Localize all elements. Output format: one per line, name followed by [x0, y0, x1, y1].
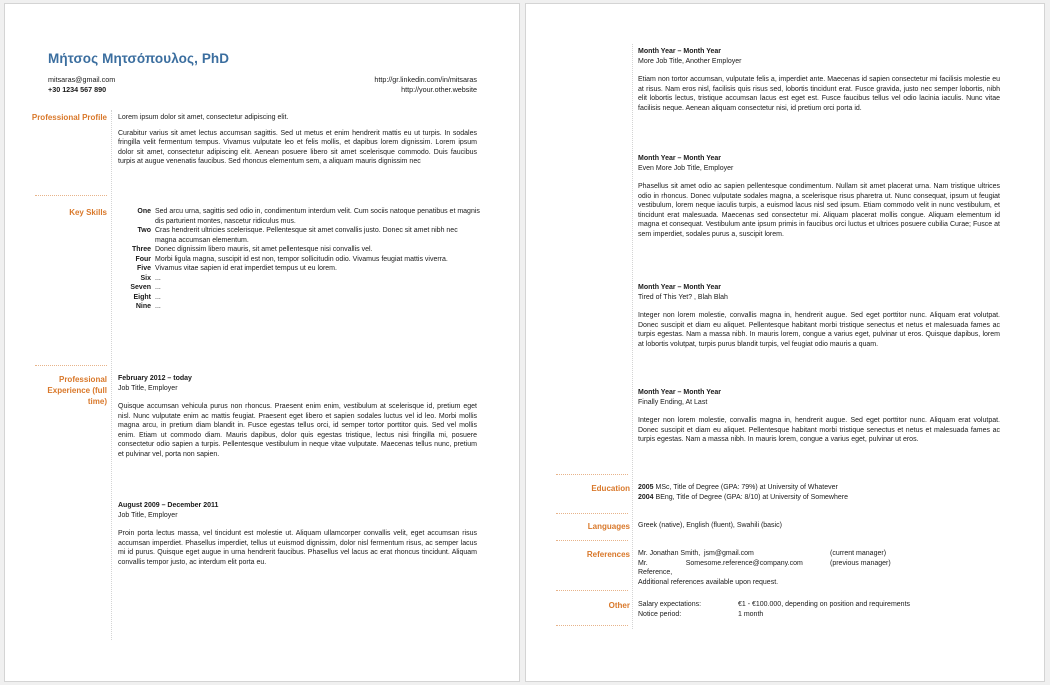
skill-item: [85, 255, 480, 265]
job-entry: [638, 47, 1000, 119]
email-text: mitsaras@gmail.com: [48, 75, 116, 84]
skill-item: [85, 207, 480, 226]
job-title: Finally Ending, At Last: [638, 398, 708, 406]
education-degree: BEng, Title of Degree (GPA: 8/10) at University of Somewhere: [655, 493, 848, 501]
reference-item: [638, 559, 1000, 578]
section-separator: [556, 625, 628, 626]
job-description: Etiam non tortor accumsan, vulputate felis a, imperdiet ante. Maecenas id sapien consectetur mi facilisis molestie eu at risus. Nam eros nisl, facilisis quis risus sed, lobortis tincidunt erat. Fusce gravida, justo nec semper lobortis, nibh elit lobortis lectus, tristique accumsan lacus est eget est. Fusce faucibus tellus vel odio lacinia iaculis. Nunc vitae facilisis neque. Aenean aliquam consectetur nisi, id pretium orci porta id.: [638, 76, 1000, 112]
section-separator: [556, 474, 628, 475]
section-label-education: Education: [591, 484, 630, 493]
profile-paragraph: Curabitur varius sit amet lectus accumsan sagittis. Sed ut metus et enim hendrerit mattis eu ut turpis. In sodales fringilla velit fermentum tempus. Vivamus vulputate leo et felis mollis, et dapibus lorem dignissim. Lorem ipsum dolor sit amet, consectetur adipiscing elit. Aenean posuere libero sit amet scelerisque commodo. Duis faucibus turpis at augue venenatis faucibus. Sed rhoncus elementum sem, a aliquam mauris dignissim nec: [118, 129, 477, 165]
education-item: [638, 483, 1000, 493]
contact-right: [374, 75, 477, 95]
education-degree: MSc, Title of Degree (GPA: 79%) at University of Whatever: [655, 484, 838, 491]
section-label-profile: Professional Profile: [31, 113, 107, 122]
job-entry: [638, 283, 1000, 355]
skill-label: Eight: [133, 293, 151, 301]
contact-left: [48, 75, 115, 95]
job-date: Month Year – Month Year: [638, 284, 721, 291]
section-divider-line: [632, 44, 633, 629]
skill-item: [85, 245, 480, 255]
other-value: 1 month: [738, 610, 764, 618]
job-description: Proin porta lectus massa, vel tincidunt est molestie ut. Aliquam ullamcorper convallis velit, eget accumsan risus accumsan imperdiet. Phasellus imperdiet, tellus ut euismod dignissim, dolor nisl fermentum risus, ac semper lacus mi id purus. Quisque eget augue in urna hendrerit faucibus. Phasellus vel lacus ac erat rhoncus tincidunt. Aliquam convallis tempor justo, ac interdum elit porta eu.: [118, 530, 477, 566]
skill-item: [85, 226, 480, 245]
references-note: Additional references available upon request.: [638, 578, 779, 586]
profile-text: [118, 113, 477, 173]
skill-item: [85, 293, 480, 303]
skill-description: Donec dignissim libero mauris, sit amet pellentesque nisi convallis vel.: [155, 246, 373, 253]
job-description: Phasellus sit amet odio ac sapien pellentesque condimentum. Nullam sit amet placerat urna. Nam tristique ultrices odio in rhoncus. Donec vulputate sodales magna, a scelerisque risus pharetra ut. Nunc consequat, ipsum ut feugiat vestibulum, lorem neque iaculis turpis, a euismod lacus nisl sed ipsum. Etiam commodo velit in nunc vestibulum, et tincidunt erat malesuada. Maecenas sed consectetur mi. Aliquam placerat mollis congue. Aliquam elementum id magna et consequat. Vestibulum ante ipsum primis in faucibus orci luctus et ultrices posuere cubilia Curae; Fusce at sem imperdiet, sodales purus a, suscipit lorem.: [638, 183, 1000, 238]
job-title: Tired of This Yet? , Blah Blah: [638, 293, 728, 301]
skill-label: One: [137, 208, 151, 215]
other-key: Notice period:: [638, 610, 682, 618]
cv-page-1: [4, 3, 520, 682]
section-label-other: Other: [608, 601, 630, 610]
education-year: 2005: [638, 484, 654, 491]
skill-description: ...: [155, 303, 161, 310]
cv-name: Μήτσος Μητσόπουλος, PhD: [48, 51, 230, 66]
skill-label: Two: [137, 227, 151, 234]
skill-label: Three: [131, 246, 151, 253]
education-year: 2004: [638, 493, 654, 501]
reference-email[interactable]: some.reference@company.com: [704, 559, 803, 567]
job-title: Even More Job Title, Employer: [638, 164, 734, 172]
skill-label: Four: [135, 255, 151, 263]
reference-name: Mr. Jonathan Smith,: [638, 550, 701, 557]
skill-item: [85, 283, 480, 293]
skill-description: Morbi ligula magna, suscipit id est non, tempor sollicitudin odio. Vivamus feugiat mattis viverra.: [155, 255, 448, 263]
section-separator: [556, 513, 628, 514]
section-separator: [35, 365, 107, 366]
job-title: Job Title, Employer: [118, 511, 178, 519]
skill-item: [85, 302, 480, 312]
section-label-languages: Languages: [587, 522, 630, 531]
education-list: [638, 483, 1000, 502]
job-date: Month Year – Month Year: [638, 155, 721, 162]
other-key: Salary expectations:: [638, 601, 702, 608]
reference-role: (current manager): [830, 550, 887, 557]
skill-item: [85, 274, 480, 284]
references-list: [638, 549, 1000, 587]
other-list: [638, 600, 1000, 619]
job-title: Job Title, Employer: [118, 384, 178, 392]
cv-page-2: [525, 3, 1045, 682]
other-value: €1 - €100.000, depending on position and requirements: [738, 601, 911, 608]
reference-role: (previous manager): [830, 559, 891, 567]
job-date: Month Year – Month Year: [638, 389, 721, 396]
job-date: Month Year – Month Year: [638, 48, 721, 55]
job-description: Integer non lorem molestie, convallis magna in, hendrerit augue. Sed eget porttitor nunc. Aliquam erat volutpat. Donec suscipit et diam eu aliquet. Pellentesque habitant morbi tristique senectus et netus et malesuada fames ac turpis egestas. Nam a massa nibh. In mauris lorem, congue a varius eget, pulvinar ut eros. Quisque dapibus, lorem at lobortis volutpat, turpis purus blandit turpis, vel feugiat odio mauris a quam.: [638, 312, 1000, 348]
section-separator: [35, 195, 107, 196]
other-item: [638, 600, 1000, 610]
section-separator: [556, 590, 628, 591]
skill-label: Nine: [135, 303, 151, 310]
skill-description: ...: [155, 284, 161, 291]
website-link[interactable]: http://your.other.website: [401, 85, 477, 94]
job-entry: [118, 374, 477, 465]
skill-description: Vivamus vitae sapien id erat imperdiet tempus ut eu lorem.: [155, 265, 337, 272]
job-entry: [638, 388, 1000, 451]
skill-description: ...: [155, 274, 161, 282]
skills-list: [85, 207, 480, 312]
section-label-references: References: [586, 550, 630, 559]
section-label-experience: Professional Experience (full time): [47, 375, 107, 406]
skill-label: Seven: [130, 284, 151, 291]
skill-description: Cras hendrerit ultricies scelerisque. Pellentesque sit amet convallis justo. Donec sit amet nibh nec magna accumsan elementum.: [155, 227, 458, 244]
skill-description: ...: [155, 293, 161, 301]
job-description: Integer non lorem molestie, convallis magna in, hendrerit augue. Sed eget porttitor nunc. Aliquam erat volutpat. Donec suscipit et diam eu aliquet. Pellentesque habitant morbi tristique senectus et netus et malesuada fames ac turpis egestas. Nam a massa nibh. In mauris lorem, congue a varius eget, pulvinar ut eros.: [638, 417, 1000, 443]
job-date: February 2012 – today: [118, 375, 192, 382]
skill-label: Six: [140, 274, 151, 282]
job-entry: [118, 501, 477, 573]
linkedin-link[interactable]: http://gr.linkedin.com/in/mitsaras: [374, 75, 477, 84]
skill-item: [85, 264, 480, 274]
profile-paragraph: Lorem ipsum dolor sit amet, consectetur adipiscing elit.: [118, 114, 289, 121]
languages-text: Greek (native), English (fluent), Swahili (basic): [638, 522, 782, 529]
reference-name: Mr. Some Reference,: [638, 559, 704, 576]
other-item: [638, 610, 1000, 620]
education-item: [638, 493, 1000, 503]
job-entry: [638, 154, 1000, 245]
section-separator: [556, 540, 628, 541]
job-date: August 2009 – December 2011: [118, 502, 219, 509]
section-divider-line: [111, 110, 112, 640]
phone-text: +30 1234 567 890: [48, 85, 107, 94]
reference-email[interactable]: jsm@gmail.com: [704, 550, 754, 557]
job-description: Quisque accumsan vehicula purus non rhoncus. Praesent enim enim, vestibulum at scelerisque id, pretium eget nisl. Nunc vulputate enim ac mattis feugiat. Praesent eget libero et sapien sodales luctus vel id leo. Morbi mollis magna arcu, in pretium diam blandit in. Fusce egestas tellus orci, id semper tortor porttitor quis. Sed vel mollis enim. Etiam ut commodo diam. Mauris dapibus, dolor quis egestas tristique, lectus nisi fringilla mi, posuere consectetur odio sapien a turpis. Pellentesque vestibulum in neque vitae vulputate. Maecenas tellus nunc, pretium et pulvinar vel, porta non sapien.: [118, 403, 477, 458]
section-label-skills: Key Skills: [69, 208, 107, 217]
job-title: More Job Title, Another Employer: [638, 57, 742, 65]
reference-item: [638, 549, 1000, 559]
skill-label: Five: [136, 265, 151, 272]
skill-description: Sed arcu urna, sagittis sed odio in, condimentum interdum velit. Cum sociis natoque penatibus et magnis dis parturient montes, nascetur ridiculus mus.: [155, 208, 480, 225]
